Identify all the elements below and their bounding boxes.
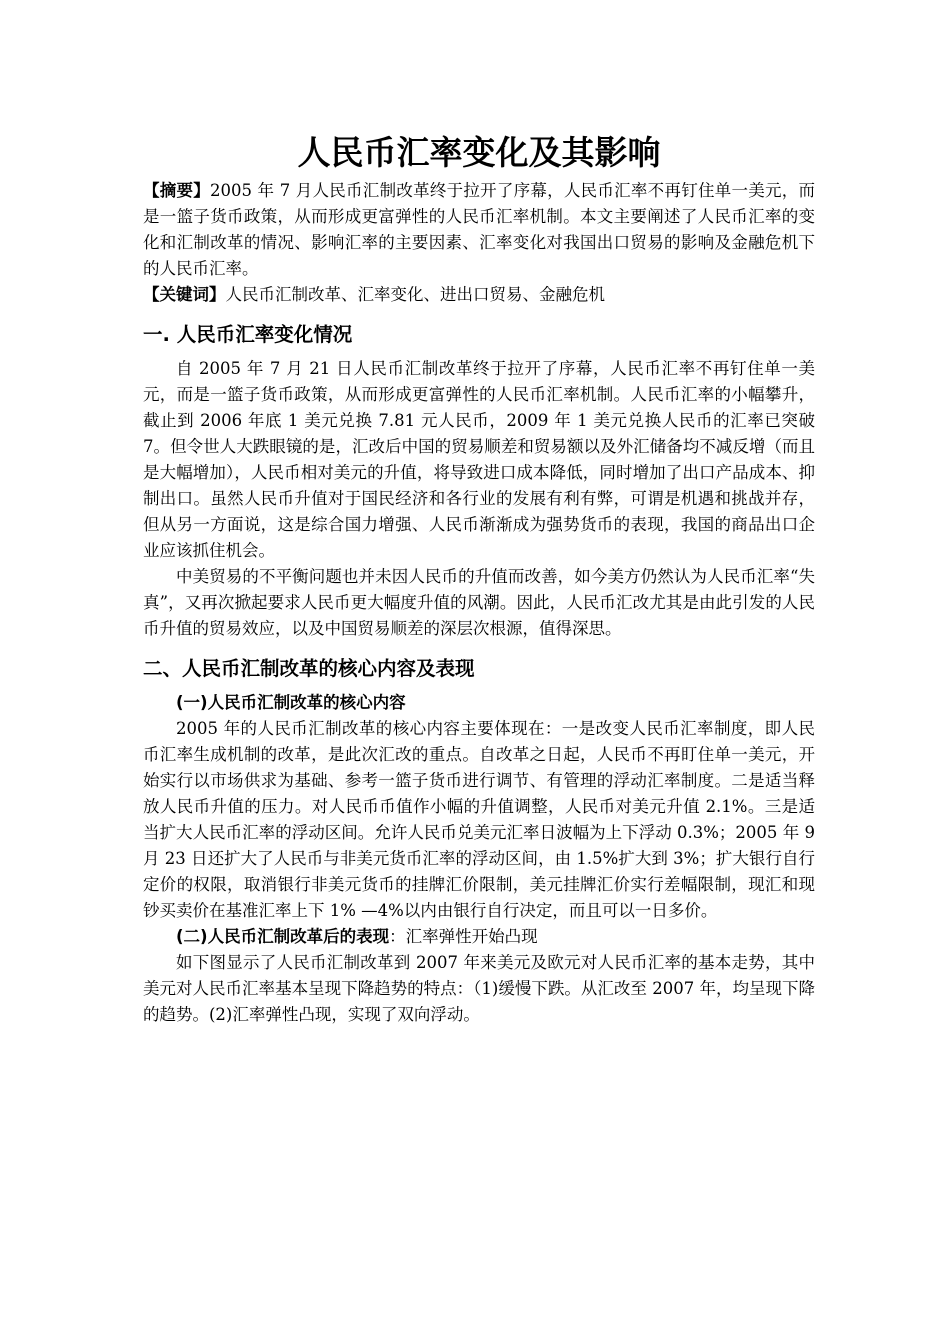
keywords-label: 【关键词】 [143,285,226,304]
section2-sub1-paragraph: 2005 年的人民币汇制改革的核心内容主要体现在：一是改变人民币汇率制度，即人民币汇率生成机制的改革，是此次汇改的重点。自改革之日起，人民币不再盯住单一美元，开始实行以市场供求为基础、参考一篮子货币进行调节、有管理的浮动汇率制度。二是适当释放人民币升值的压力。对人民币币值作小幅的升值调整，人民币对美元升值 2.1%。三是适当扩大人民币汇率的浮动区间。允许人民币兑美元汇率日波幅为上下浮动 0.3%；2005 年 9 月 23 日还扩大了人民币与非美元货币汇率的浮动区间，由 1.5%扩大到 3%；扩大银行自行定价的权限，取消银行非美元货币的挂牌汇价限制，美元挂牌汇价实行差幅限制，现汇和现钞买卖价在基准汇率上下 1% —4%以内由银行自行决定，而且可以一日多价。 [143,719,815,920]
document-body [143,130,815,1028]
keywords-text: 人民币汇制改革、汇率变化、进出口贸易、金融危机 [225,285,605,304]
abstract [143,178,815,282]
keywords [143,282,815,308]
section1-paragraph-2: 中美贸易的不平衡问题也并未因人民币的升值而改善，如今美方仍然认为人民币汇率“失真”，又再次掀起要求人民币更大幅度升值的风潮。因此，人民币汇改尤其是由此引发的人民币升值的贸易效应，以及中国贸易顺差的深层次根源，值得深思。 [143,567,815,638]
section1-heading: 一. 人民币汇率变化情况 [143,323,353,346]
section1-paragraph-1: 自 2005 年 7 月 21 日人民币汇制改革终于拉开了序幕，人民币汇率不再钉住单一美元，而是一篮子货币政策，从而形成更富弹性的人民币汇率机制。人民币汇率的小幅攀升，截止到 2006 年底 1 美元兑换 7.81 元人民币，2009 年 1 美元兑换人民币的汇率已突破 7。但令世人大跌眼镜的是，汇改后中国的贸易顺差和贸易额以及外汇储备均不减反增（而且是大幅增加），人民币相对美元的升值，将导致进口成本降低，同时增加了出口产品成本、抑制出口。虽然人民币升值对于国民经济和各行业的发展有利有弊，可谓是机遇和挑战并存，但从另一方面说，这是综合国力增强、人民币渐渐成为强势货币的表现，我国的商品出口企业应该抓住机会。 [143,359,815,560]
section2-sub1-heading: (一)人民币汇制改革的核心内容 [176,693,406,712]
section2-sub2-heading-line [143,924,815,950]
section2-sub2-heading-tail: ：汇率弹性开始凸现 [389,927,538,946]
abstract-text: 2005 年 7 月人民币汇制改革终于拉开了序幕，人民币汇率不再钉住单一美元，而是一篮子货币政策，从而形成更富弹性的人民币汇率机制。本文主要阐述了人民币汇率的变化和汇制改革的情况、影响汇率的主要因素、汇率变化对我国出口贸易的影响及金融危机下的人民币汇率。 [143,181,815,278]
section2-sub2-paragraph: 如下图显示了人民币汇制改革到 2007 年来美元及欧元对人民币汇率的基本走势，其中美元对人民币汇率基本呈现下降趋势的特点：（1)缓慢下跌。从汇改至 2007 年，均呈现下降的趋势。(2)汇率弹性凸现，实现了双向浮动。 [143,953,815,1024]
section2-heading: 二、人民币汇制改革的核心内容及表现 [143,657,475,680]
abstract-label: 【摘要】 [143,181,211,200]
document-title: 人民币汇率变化及其影响 [297,133,661,172]
section2-sub2-heading: (二)人民币汇制改革后的表现 [176,927,390,946]
